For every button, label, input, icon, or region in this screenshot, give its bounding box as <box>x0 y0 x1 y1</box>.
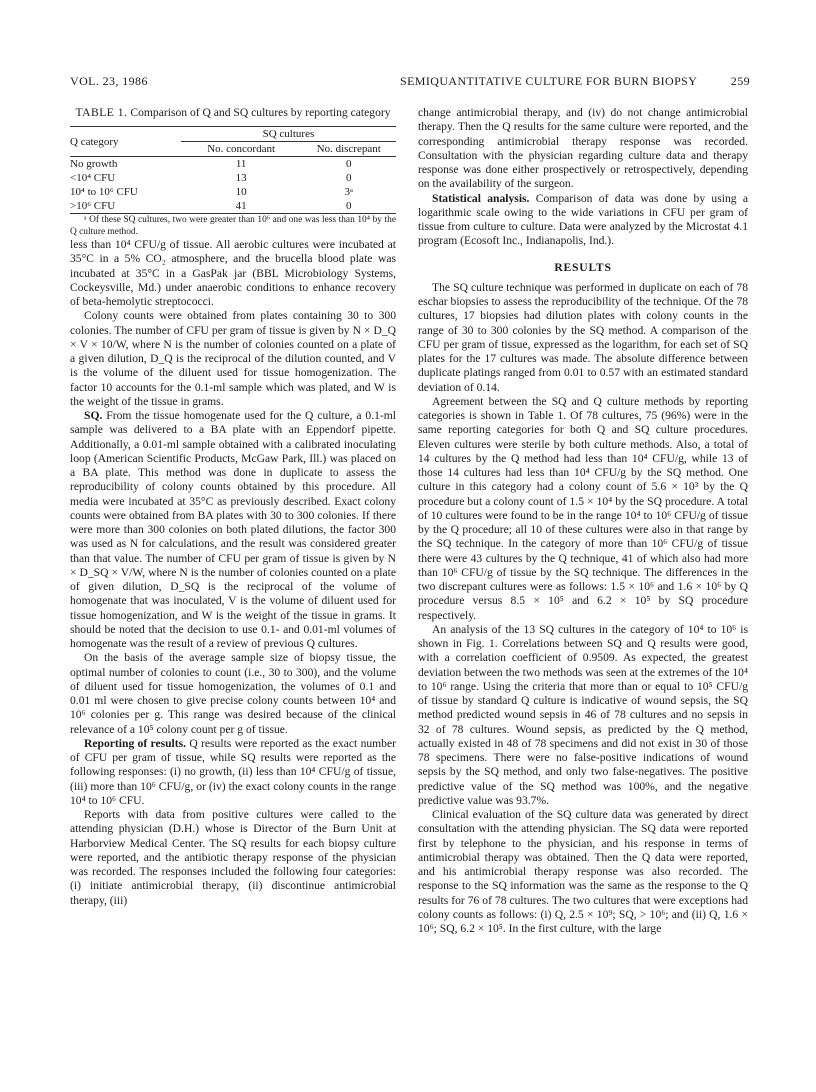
table-row <box>70 157 396 171</box>
row-category: <10⁴ CFU <box>70 172 116 184</box>
volume-label: VOL. 23, 1986 <box>70 74 148 88</box>
table-row <box>70 199 396 214</box>
row-discrepant: 3ᵃ <box>344 186 353 198</box>
running-title: SEMIQUANTITATIVE CULTURE FOR BURN BIOPSY <box>400 74 698 88</box>
row-category: >10⁶ CFU <box>70 200 116 212</box>
table-row <box>70 171 396 185</box>
paragraph: An analysis of the 13 SQ cultures in the category of 10⁴ to 10⁶ is shown in Fig. 1. Correlations between SQ and Q results were good, with a correlation coefficient of 0.9509. As expected, the greatest deviation between the two methods was seen at the extremes of the 10⁴ to 10⁶ range. Using the criteria that more than or equal to 10⁵ CFU/g of tissue by standard Q culture is indicative of wound sepsis, the SQ method predicted wound sepsis in 46 of 78 cultures and no sepsis in 32 of 78 cultures. Wound sepsis, as predicted by the Q method, actually existed in 48 of 78 specimens and did not exist in 30 of those 78 specimens. There were no false-positive indications of wound sepsis by the SQ method, and only two false-negatives. The positive predictive value of the SQ method was 100%, and the negative predictive value was 93.7%. <box>418 622 748 807</box>
table-caption <box>70 106 396 120</box>
subsection-heading: SQ. <box>84 409 103 422</box>
paragraph: Reports with data from positive cultures were called to the attending physician (D.H.) whose is Director of the Burn Unit at Harborview Medical Center. The SQ results for each biopsy culture were reported, and the antibiotic therapy response of the physician was recorded. The responses included the following four categories: (i) initiate antimicrobial therapy, (ii) discontinue antimicrobial therapy, (iii) <box>70 808 396 907</box>
header-q-category: Q category <box>70 135 119 148</box>
paragraph: Clinical evaluation of the SQ culture data was generated by direct consultation with the attending physician. The SQ data were reported first by telephone to the physician, and his response in terms of antimicrobial therapy was obtained. Then the Q data were reported, and his antimicrobial therapy response was also recorded. The response to the SQ information was the same as the response to the Q results for 76 of 78 cultures. The two cultures that were exceptions had colony counts as follows: (i) Q, 2.5 × 10⁹; SQ, > 10⁶; and (ii) Q, 1.6 × 10⁶; SQ, 6.2 × 10⁵. In the first culture, with the large <box>418 808 748 935</box>
paragraph: Agreement between the SQ and Q culture methods by reporting categories is shown in Table 1. Of 78 cultures, 75 (96%) were in the same reporting categories for both Q and SQ culture procedures. Eleven cultures were sterile by both culture methods. Also, a total of 14 cultures by the Q method had less than 10⁴ CFU/g, while 13 of those 14 cultures had less than 10⁴ CFU/g by the SQ method. One culture in this category had a colony count of 5.6 × 10³ by the Q procedure but a colony count of 1.5 × 10⁴ by the SQ procedure. A total of 10 cultures were found to be in the range 10⁴ to 10⁶ CFU/g of tissue by the Q procedure; all 10 of these cultures were also in that range by the SQ technique. In the category of more than 10⁶ CFU/g of tissue there were 43 cultures by the Q technique, 41 of which also had more than 10⁶ CFU/g of tissue by the SQ technique. The differences in the two discrepant cultures were as follows: 1.5 × 10⁶ and 1.6 × 10⁶ by Q procedure versus 8.5 × 10⁵ and 6.2 × 10⁵ by SQ procedure respectively. <box>418 394 748 622</box>
header-sq-cultures: SQ cultures <box>181 127 396 142</box>
row-discrepant: 0 <box>345 200 352 212</box>
row-concordant: 11 <box>235 158 247 170</box>
left-column <box>70 106 396 908</box>
paragraph <box>70 409 396 651</box>
row-discrepant: 0 <box>345 158 352 170</box>
row-category: No growth <box>70 158 118 170</box>
header-concordant: No. concordant <box>207 143 276 155</box>
subsection-heading: Statistical analysis. <box>432 191 530 205</box>
paragraph: The SQ culture technique was performed in duplicate on each of 78 eschar biopsies to assess the reproducibility of the technique. Of the 78 cultures, 17 biopsies had dilution plates with colony counts in the range of 30 to 300 colonies by the SQ method. A comparison of the CFU per gram of tissue, expressed as the logarithm, for each set of SQ plates for the 17 cultures was made. The absolute difference between duplicate platings ranged from 0.01 to 0.57 with an estimated standard deviation of 0.14. <box>418 280 748 394</box>
paragraph: Colony counts were obtained from plates containing 30 to 300 colonies. The number of CFU per gram of tissue is given by N × D_Q × V × 10/W, where N is the number of colonies counted on a plate of a given dilution, D_Q is the reciprocal of the dilution counted, and V is the volume of the diluent used for tissue homogenization. The factor 10 accounts for the 0.1-ml sample which was plated, and W is the weight of the tissue in grams. <box>70 309 396 408</box>
table-footnote: ᵃ Of these SQ cultures, two were greater than 10⁶ and one was less than 10⁴ by the Q culture method. <box>70 215 396 237</box>
paragraph <box>418 192 748 249</box>
paragraph: change antimicrobial therapy, and (iv) do not change antimicrobial therapy. Then the Q results for the same culture were reported, and the corresponding antimicrobial therapy response was recorded. Consultation with the physician regarding culture data and therapy response was done either prospectively or retrospectively, depending on the availability of the surgeon. <box>418 106 748 191</box>
paragraph-text: From the tissue homogenate used for the Q culture, a 0.1-ml sample was delivered to a BA plate with an Eppendorf pipette. Additionally, a 0.01-ml sample obtained with a calibrated inoculating loop (American Scientific Products, McGaw Park, Ill.) was placed on a BA plate. This method was done in duplicate to assess the reproducibility of colony counts obtained by this procedure. All media were incubated at 35°C as previously described. Exact colony counts were obtained from BA plates with 30 to 300 colonies. If there were more than 300 colonies on both plated dilutions, the factor 300 was used as N for calculations, and the result was considered greater than that value. The number of CFU per gram of tissue is given by N × D_SQ × V/W, where N is the number of colonies counted on a plate of given dilution, D_SQ is the reciprocal of the volume of homogenate that was inoculated, V is the volume of diluent used for tissue homogenization, and W is the weight of the tissue in grams. It should be noted that the decision to use 0.1- and 0.01-ml volumes of homogenate was the result of a review of previous Q cultures. <box>70 409 396 650</box>
table-label: TABLE 1. <box>75 106 128 119</box>
paragraph: less than 10⁴ CFU/g of tissue. All aerobic cultures were incubated at 35°C in a 5% CO₂ atmosphere, and the brucella blood plate was incubated at 35°C in a GasPak jar (BBL Microbiology Systems, Cockeysville, Md.) under anaerobic conditions to enhance recovery of beta-hemolytic streptococci. <box>70 238 396 308</box>
paragraph-text: Comparison of data was done by using a logarithmic scale owing to the wide variations in CFU per gram of tissue from culture to culture. Data were analyzed by the Microstat 4.1 program (Ecosoft Inc., Indianapolis, Ind.). <box>418 191 749 248</box>
row-discrepant: 0 <box>345 172 352 184</box>
comparison-table <box>70 126 396 214</box>
paragraph-text: Q results were reported as the exact number of CFU per gram of tissue, while SQ results were reported as the following responses: (i) no growth, (ii) less than 10⁴ CFU/g of tissue, (iii) more than 10⁶ CFU/g, or (iv) the exact colony counts in the range 10⁴ to 10⁶ CFU. <box>70 736 396 807</box>
paragraph <box>70 737 396 808</box>
right-column <box>418 106 748 936</box>
row-concordant: 10 <box>235 186 247 198</box>
row-category: 10⁴ to 10⁶ CFU <box>70 186 138 198</box>
header-discrepant: No. discrepant <box>316 143 381 155</box>
page-number: 259 <box>730 74 750 88</box>
table-caption-text: Comparison of Q and SQ cultures by reporting category <box>130 106 391 119</box>
table-row <box>70 185 396 199</box>
paragraph: On the basis of the average sample size of biopsy tissue, the optimal number of colonies to count (i.e., 30 to 300), and the volume of diluent used for tissue homogenization, the volumes of 0.1 and 0.01 ml were chosen to give precise colony counts between 10⁴ and 10⁶ colonies per g. This range was desired because of the clinical relevance of a 10⁵ colony count per g of tissue. <box>70 651 396 736</box>
row-concordant: 13 <box>235 172 247 184</box>
subsection-heading: Reporting of results. <box>84 736 187 750</box>
section-heading: RESULTS <box>554 260 612 274</box>
row-concordant: 41 <box>235 200 247 212</box>
